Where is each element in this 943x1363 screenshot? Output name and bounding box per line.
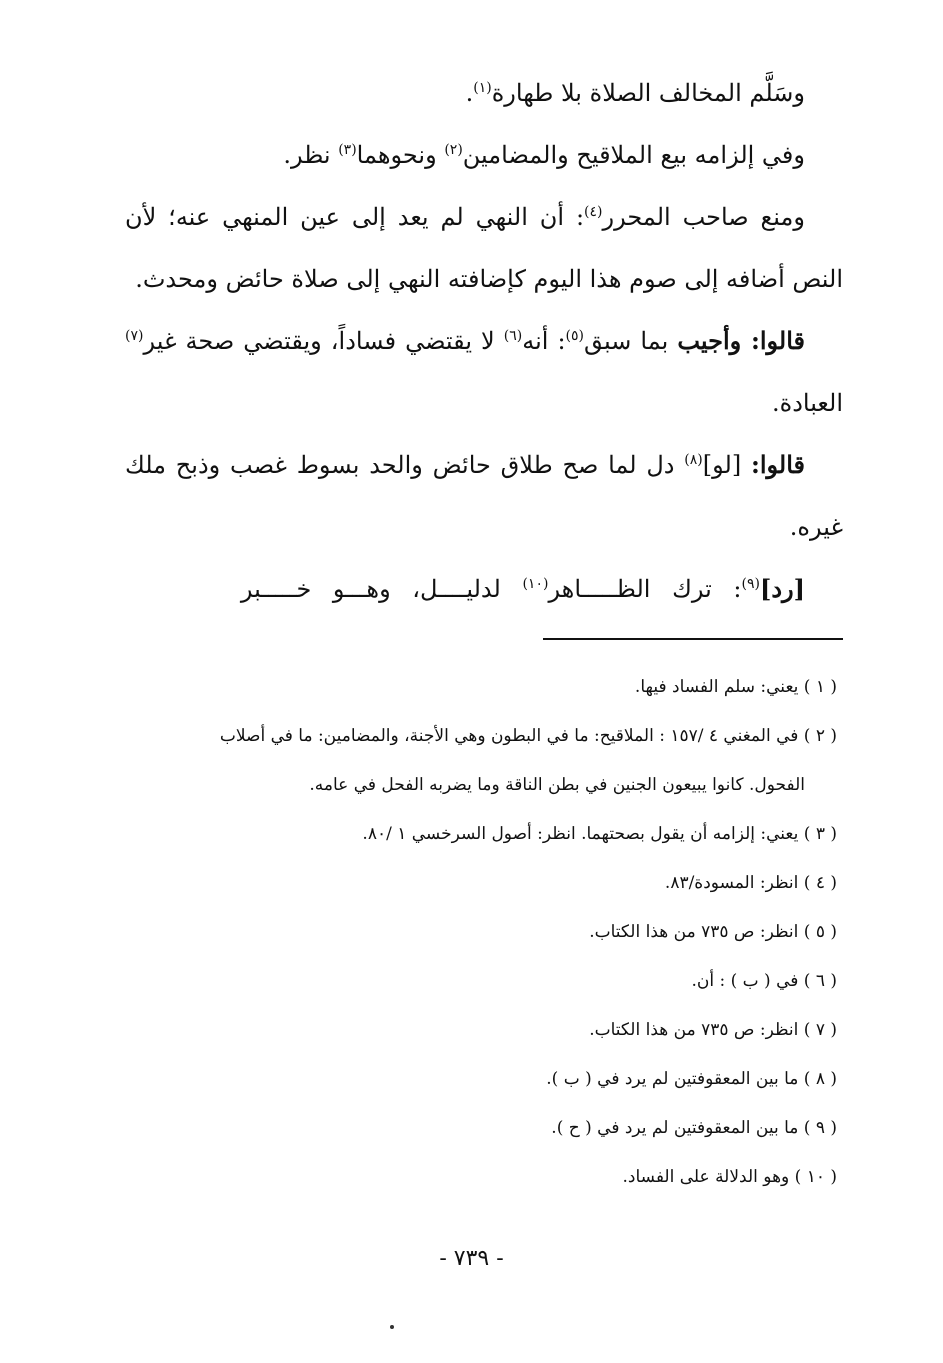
footnote-ref-1: (١) <box>473 80 492 96</box>
footnote-2: ( ٢ ) في المغني ٤ /١٥٧ : الملاقيح: ما في البطون وهي الأجنة، والمضامين: ما في أصلاب <box>219 726 837 746</box>
footnote-9: ( ٩ ) ما بين المعقوفتين لم يرد في ( ح ). <box>551 1118 837 1138</box>
footnote-ref-4: (٤) <box>584 204 603 220</box>
footnote-6: ( ٦ ) في ( ب ) : أن. <box>691 971 837 991</box>
p5-text-a: [لو] <box>702 451 751 479</box>
p4-text-a: بما سبق <box>584 327 678 355</box>
footnote-1: ( ١ ) يعني: سلم الفساد فيها. <box>634 677 837 697</box>
paragraph-4 <box>125 310 843 434</box>
footnote-10: ( ١٠ ) وهو الدلالة على الفساد. <box>622 1167 837 1187</box>
footnote-ref-5: (٥) <box>565 328 585 344</box>
paragraph-6 <box>125 558 843 620</box>
page-number: - ٧٣٩ - <box>439 1246 504 1271</box>
p4-text-c: لا يقتضي فساداً، ويقتضي صحة غير <box>143 327 504 355</box>
p1-text: وسَلَّم المخالف الصلاة بلا طهارة <box>491 79 805 107</box>
footnote-2-continuation: الفحول. كانوا يبيعون الجنين في بطن الناقة وما يضربه الفحل في عامه. <box>309 775 805 795</box>
p3-text-b: : أن النهي لم يعد إلى عين المنهي عنه؛ لأن النص أضافه إلى صوم هذا اليوم كإضافته النهي إلى صلاة حائض ومحدث. <box>125 203 843 293</box>
footnote-3: ( ٣ ) يعني: إلزامه أن يقول بصحتهما. انظر: أصول السرخسي ١ /٨٠. <box>362 824 837 844</box>
paragraph-3 <box>125 186 843 310</box>
footnotes <box>125 663 837 1202</box>
footnote-separator-line <box>543 638 843 640</box>
p4-lead: قالوا: وأجيب <box>677 326 805 355</box>
footnote-ref-9: (٩) <box>741 576 760 592</box>
footnote-ref-6: (٦) <box>503 328 523 344</box>
footnote-ref-10: (١٠) <box>522 576 549 592</box>
paragraph-1 <box>125 62 843 124</box>
footnote-7: ( ٧ ) انظر: ص ٧٣٥ من هذا الكتاب. <box>589 1020 837 1040</box>
p2-text-a: وفي إلزامه بيع الملاقيح والمضامين <box>462 141 805 169</box>
paragraph-5 <box>125 434 843 558</box>
p4-text-d: العبادة. <box>771 389 843 417</box>
p6-text-b: لدليــــل، وهـــو خـــــبر <box>240 575 523 603</box>
paragraph-2 <box>125 124 843 186</box>
p6-text-a: : ترك الظـــــاهر <box>548 575 742 603</box>
p4-text-b: : أنه <box>522 327 566 355</box>
p5-lead: قالوا: <box>750 450 805 479</box>
p2-text-c: نظر. <box>283 141 339 169</box>
footnote-ref-3: (٣) <box>338 142 357 158</box>
footnote-5: ( ٥ ) انظر: ص ٧٣٥ من هذا الكتاب. <box>589 922 837 942</box>
p1-end: . <box>465 79 474 107</box>
p2-text-b: ونحوهما <box>356 141 445 169</box>
footnote-4: ( ٤ ) انظر: المسودة/٨٣. <box>664 873 837 893</box>
p5-text-b: دل لما صح طلاق حائض والحد بسوط غصب وذبح ملك غيره. <box>125 451 843 541</box>
footnote-ref-2: (٢) <box>444 142 463 158</box>
footnote-ref-8: (٨) <box>684 452 703 468</box>
p6-lead: [رد] <box>760 574 805 603</box>
main-text <box>125 62 843 620</box>
p3-text-a: ومنع صاحب المحرر <box>602 203 805 231</box>
footnote-ref-7: (٧) <box>125 328 144 344</box>
footnote-8: ( ٨ ) ما بين المعقوفتين لم يرد في ( ب ). <box>546 1069 837 1089</box>
scan-speck <box>390 1325 394 1329</box>
